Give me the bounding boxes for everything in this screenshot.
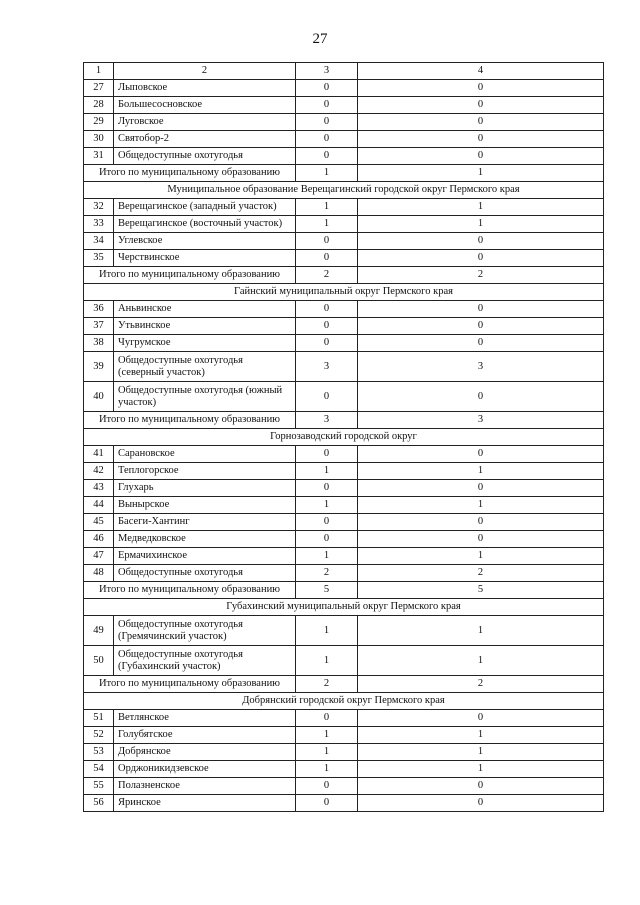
table-row (84, 216, 604, 233)
row-number: 52 (84, 727, 114, 744)
value-column-3: 0 (296, 148, 358, 165)
value-column-4: 0 (358, 335, 604, 352)
row-number: 43 (84, 480, 114, 497)
value-column-4: 1 (358, 727, 604, 744)
value-column-4: 0 (358, 301, 604, 318)
table-row (84, 778, 604, 795)
value-column-3: 0 (296, 335, 358, 352)
section-heading: Добрянский городской округ Пермского края (84, 693, 604, 710)
hunting-ground-name: Глухарь (114, 480, 296, 497)
table-row (84, 250, 604, 267)
table-row (84, 616, 604, 646)
value-column-4: 1 (358, 548, 604, 565)
value-column-3: 0 (296, 250, 358, 267)
row-number: 34 (84, 233, 114, 250)
table-body (84, 63, 604, 812)
hunting-ground-name: Ветлянское (114, 710, 296, 727)
table-row (84, 233, 604, 250)
hunting-ground-name: Верещагинское (западный участок) (114, 199, 296, 216)
section-heading-row (84, 693, 604, 710)
total-column-4: 2 (358, 676, 604, 693)
value-column-4: 1 (358, 216, 604, 233)
table-row (84, 548, 604, 565)
value-column-4: 0 (358, 446, 604, 463)
value-column-3: 2 (296, 565, 358, 582)
hunting-ground-name: Углевское (114, 233, 296, 250)
section-heading-row (84, 429, 604, 446)
value-column-4: 1 (358, 616, 604, 646)
header-row (84, 63, 604, 80)
total-label: Итого по муниципальному образованию (84, 676, 296, 693)
value-column-3: 0 (296, 480, 358, 497)
row-number: 39 (84, 352, 114, 382)
value-column-4: 0 (358, 148, 604, 165)
row-number: 30 (84, 131, 114, 148)
total-column-4: 5 (358, 582, 604, 599)
value-column-4: 1 (358, 646, 604, 676)
row-number: 29 (84, 114, 114, 131)
hunting-ground-name: Басеги-Хантинг (114, 514, 296, 531)
value-column-3: 0 (296, 80, 358, 97)
hunting-grounds-table (83, 62, 604, 812)
header-cell-1: 1 (84, 63, 114, 80)
table-row (84, 97, 604, 114)
table-row (84, 148, 604, 165)
row-number: 38 (84, 335, 114, 352)
table-row (84, 565, 604, 582)
table-row (84, 301, 604, 318)
hunting-ground-name: Общедоступные охотугодья (Губахинский участок) (114, 646, 296, 676)
value-column-3: 1 (296, 497, 358, 514)
value-column-4: 0 (358, 514, 604, 531)
value-column-3: 1 (296, 727, 358, 744)
hunting-ground-name: Чугрумское (114, 335, 296, 352)
row-number: 46 (84, 531, 114, 548)
value-column-3: 1 (296, 646, 358, 676)
header-cell-4: 4 (358, 63, 604, 80)
hunting-ground-name: Орджоникидзевское (114, 761, 296, 778)
value-column-4: 0 (358, 710, 604, 727)
value-column-3: 1 (296, 216, 358, 233)
table-row (84, 463, 604, 480)
value-column-4: 1 (358, 199, 604, 216)
row-number: 45 (84, 514, 114, 531)
row-number: 33 (84, 216, 114, 233)
value-column-4: 0 (358, 480, 604, 497)
table-row (84, 744, 604, 761)
row-number: 56 (84, 795, 114, 812)
table-row (84, 80, 604, 97)
value-column-4: 0 (358, 531, 604, 548)
hunting-ground-name: Общедоступные охотугодья (114, 148, 296, 165)
value-column-3: 1 (296, 616, 358, 646)
total-label: Итого по муниципальному образованию (84, 412, 296, 429)
hunting-ground-name: Луговское (114, 114, 296, 131)
value-column-3: 0 (296, 514, 358, 531)
value-column-3: 3 (296, 352, 358, 382)
section-heading: Губахинский муниципальный округ Пермского края (84, 599, 604, 616)
section-heading: Муниципальное образование Верещагинский городской округ Пермского края (84, 182, 604, 199)
value-column-4: 0 (358, 318, 604, 335)
row-number: 42 (84, 463, 114, 480)
total-column-3: 2 (296, 676, 358, 693)
value-column-4: 1 (358, 761, 604, 778)
row-number: 31 (84, 148, 114, 165)
hunting-ground-name: Верещагинское (восточный участок) (114, 216, 296, 233)
table-row (84, 710, 604, 727)
row-number: 28 (84, 97, 114, 114)
table-row (84, 318, 604, 335)
total-row (84, 582, 604, 599)
value-column-4: 0 (358, 131, 604, 148)
value-column-4: 0 (358, 97, 604, 114)
table-row (84, 382, 604, 412)
hunting-ground-name: Большесосновское (114, 97, 296, 114)
value-column-4: 1 (358, 497, 604, 514)
value-column-3: 0 (296, 301, 358, 318)
value-column-3: 0 (296, 531, 358, 548)
row-number: 40 (84, 382, 114, 412)
value-column-3: 1 (296, 548, 358, 565)
total-column-4: 1 (358, 165, 604, 182)
value-column-4: 0 (358, 778, 604, 795)
hunting-ground-name: Голубятское (114, 727, 296, 744)
table-row (84, 480, 604, 497)
hunting-ground-name: Аньвинское (114, 301, 296, 318)
total-row (84, 165, 604, 182)
table-row (84, 727, 604, 744)
page-number: 27 (312, 31, 328, 47)
value-column-3: 1 (296, 199, 358, 216)
row-number: 27 (84, 80, 114, 97)
row-number: 47 (84, 548, 114, 565)
value-column-4: 1 (358, 463, 604, 480)
table-row (84, 795, 604, 812)
hunting-ground-name: Полазненское (114, 778, 296, 795)
value-column-3: 0 (296, 131, 358, 148)
total-column-3: 3 (296, 412, 358, 429)
total-column-3: 2 (296, 267, 358, 284)
table-row (84, 497, 604, 514)
value-column-4: 0 (358, 382, 604, 412)
total-column-3: 1 (296, 165, 358, 182)
value-column-4: 3 (358, 352, 604, 382)
value-column-3: 1 (296, 761, 358, 778)
value-column-3: 0 (296, 795, 358, 812)
value-column-3: 0 (296, 318, 358, 335)
total-row (84, 412, 604, 429)
row-number: 44 (84, 497, 114, 514)
row-number: 53 (84, 744, 114, 761)
total-column-3: 5 (296, 582, 358, 599)
table-row (84, 446, 604, 463)
total-label: Итого по муниципальному образованию (84, 165, 296, 182)
total-column-4: 3 (358, 412, 604, 429)
hunting-ground-name: Общедоступные охотугодья (южный участок) (114, 382, 296, 412)
table-row (84, 114, 604, 131)
value-column-4: 0 (358, 795, 604, 812)
hunting-ground-name: Лыповское (114, 80, 296, 97)
section-heading-row (84, 599, 604, 616)
total-row (84, 267, 604, 284)
value-column-3: 1 (296, 744, 358, 761)
hunting-ground-name: Общедоступные охотугодья (114, 565, 296, 582)
hunting-ground-name: Утьвинское (114, 318, 296, 335)
value-column-4: 0 (358, 80, 604, 97)
table-row (84, 761, 604, 778)
hunting-ground-name: Ермачихинское (114, 548, 296, 565)
table-row (84, 646, 604, 676)
table-row (84, 531, 604, 548)
value-column-4: 2 (358, 565, 604, 582)
value-column-3: 0 (296, 114, 358, 131)
value-column-3: 1 (296, 463, 358, 480)
hunting-ground-name: Теплогорское (114, 463, 296, 480)
value-column-4: 1 (358, 744, 604, 761)
table-row (84, 131, 604, 148)
table-row (84, 199, 604, 216)
table-row (84, 514, 604, 531)
value-column-3: 0 (296, 382, 358, 412)
value-column-3: 0 (296, 778, 358, 795)
hunting-ground-name: Черствинское (114, 250, 296, 267)
value-column-3: 0 (296, 233, 358, 250)
value-column-4: 0 (358, 114, 604, 131)
row-number: 49 (84, 616, 114, 646)
hunting-ground-name: Общедоступные охотугодья (Гремячинский участок) (114, 616, 296, 646)
section-heading: Гайнский муниципальный округ Пермского края (84, 284, 604, 301)
hunting-ground-name: Добрянское (114, 744, 296, 761)
row-number: 36 (84, 301, 114, 318)
row-number: 48 (84, 565, 114, 582)
row-number: 54 (84, 761, 114, 778)
hunting-ground-name: Общедоступные охотугодья (северный участок) (114, 352, 296, 382)
total-column-4: 2 (358, 267, 604, 284)
row-number: 50 (84, 646, 114, 676)
header-cell-3: 3 (296, 63, 358, 80)
section-heading-row (84, 284, 604, 301)
value-column-4: 0 (358, 233, 604, 250)
total-row (84, 676, 604, 693)
row-number: 51 (84, 710, 114, 727)
hunting-ground-name: Сарановское (114, 446, 296, 463)
value-column-3: 0 (296, 97, 358, 114)
hunting-ground-name: Яринское (114, 795, 296, 812)
section-heading-row (84, 182, 604, 199)
hunting-ground-name: Святобор-2 (114, 131, 296, 148)
section-heading: Горнозаводский городской округ (84, 429, 604, 446)
table-row (84, 335, 604, 352)
total-label: Итого по муниципальному образованию (84, 267, 296, 284)
row-number: 35 (84, 250, 114, 267)
header-cell-2: 2 (114, 63, 296, 80)
value-column-4: 0 (358, 250, 604, 267)
value-column-3: 0 (296, 710, 358, 727)
hunting-ground-name: Вынырское (114, 497, 296, 514)
total-label: Итого по муниципальному образованию (84, 582, 296, 599)
value-column-3: 0 (296, 446, 358, 463)
row-number: 41 (84, 446, 114, 463)
table-row (84, 352, 604, 382)
row-number: 55 (84, 778, 114, 795)
row-number: 37 (84, 318, 114, 335)
row-number: 32 (84, 199, 114, 216)
hunting-ground-name: Медведковское (114, 531, 296, 548)
